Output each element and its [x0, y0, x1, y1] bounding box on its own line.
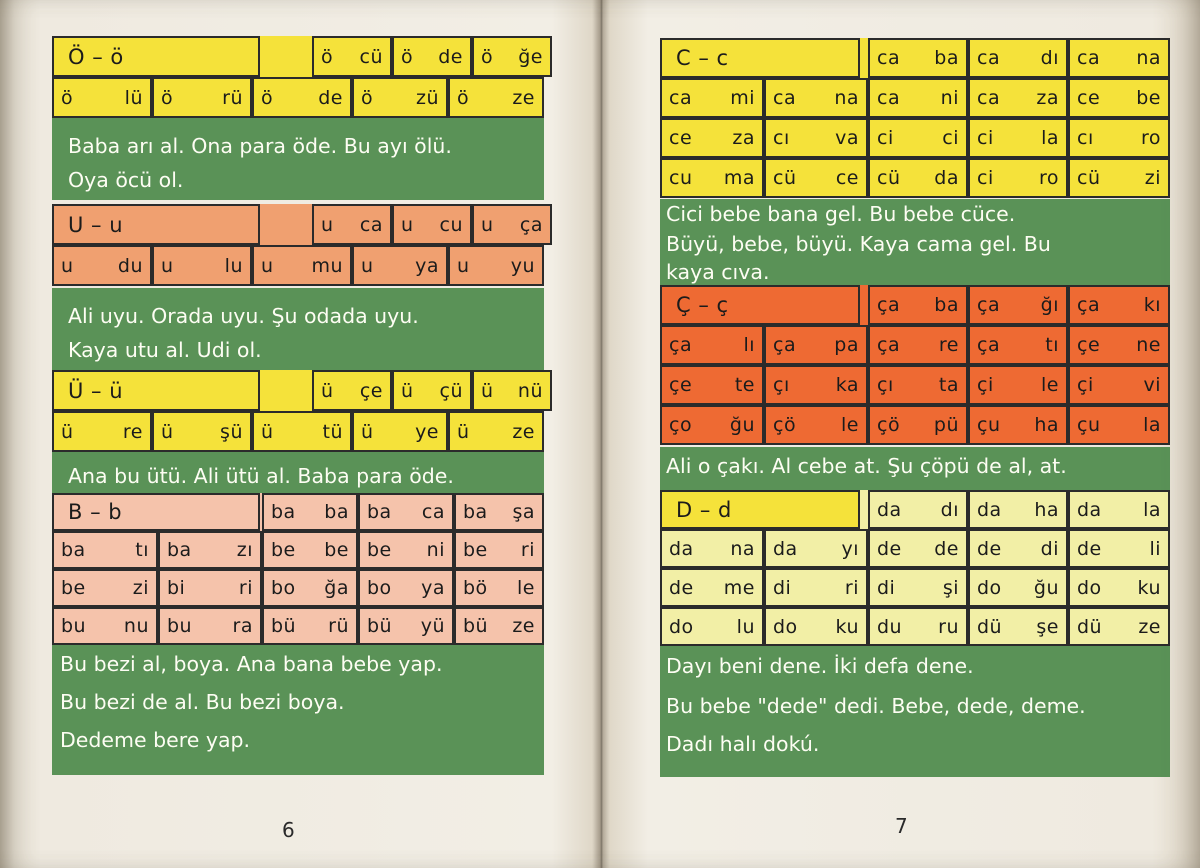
syllable-cell[interactable]: de me [660, 568, 764, 607]
syllable-cell[interactable]: ü şü [152, 411, 252, 452]
syllable-cell[interactable]: ci ro [968, 158, 1068, 198]
syllable-cell[interactable]: du ru [868, 607, 968, 646]
syllable-cell[interactable]: ça tı [968, 325, 1068, 365]
table-row [660, 405, 1170, 445]
syllable-cell[interactable]: do lu [660, 607, 764, 646]
syllable-cell[interactable]: ü çe [312, 370, 392, 411]
syllable-cell[interactable]: bü rü [262, 607, 358, 645]
syllable-cell[interactable]: de de [868, 529, 968, 568]
syllable-cell[interactable]: ca za [968, 78, 1068, 118]
syllable-cell[interactable]: cu ma [660, 158, 764, 198]
syllable-cell[interactable]: ba şa [454, 493, 544, 531]
syllable-cell[interactable]: çö pü [868, 405, 968, 445]
syllable-cell[interactable]: da la [1068, 490, 1170, 529]
syllable-cell[interactable]: çö le [764, 405, 868, 445]
sentence-line: Bu bezi al, boya. Ana bana bebe yap. [60, 652, 443, 676]
syllable-cell[interactable]: ça re [868, 325, 968, 365]
spacer-cell [260, 370, 312, 411]
sentence-line: Dayı beni dene. İki defa dene. [666, 654, 974, 678]
syllable-cell[interactable]: da ha [968, 490, 1068, 529]
table-row [52, 370, 552, 411]
syllable-cell[interactable]: do ku [1068, 568, 1170, 607]
table-row [660, 325, 1170, 365]
syllable-cell[interactable]: çi vi [1068, 365, 1170, 405]
table-row [52, 569, 544, 607]
section-header-cell[interactable]: Ç – ç [660, 285, 860, 325]
syllable-cell[interactable]: bü yü [358, 607, 454, 645]
syllable-cell[interactable]: çi le [968, 365, 1068, 405]
syllable-cell[interactable]: ö rü [152, 77, 252, 118]
table-row [52, 36, 552, 77]
sentence-line: Kaya utu al. Udi ol. [68, 338, 262, 362]
syllable-cell[interactable]: ö de [252, 77, 352, 118]
syllable-cell[interactable]: bo ya [358, 569, 454, 607]
syllable-cell[interactable]: ba zı [158, 531, 262, 569]
syllable-cell[interactable]: ü tü [252, 411, 352, 452]
syllable-cell[interactable]: çu la [1068, 405, 1170, 445]
spacer-cell [260, 36, 312, 77]
table-row [52, 493, 544, 531]
section-header-cell[interactable]: Ü – ü [52, 370, 260, 411]
syllable-cell[interactable]: be be [262, 531, 358, 569]
syllable-cell[interactable]: ü re [52, 411, 152, 452]
syllable-cell[interactable]: ca na [1068, 38, 1170, 78]
syllable-cell[interactable]: di şi [868, 568, 968, 607]
table-row [660, 365, 1170, 405]
syllable-cell[interactable]: ö ğe [472, 36, 552, 77]
syllable-cell[interactable]: ça ba [868, 285, 968, 325]
sentence-line: Bu bezi de al. Bu bezi boya. [60, 690, 345, 714]
table-row [660, 285, 1170, 325]
syllable-cell[interactable]: de di [968, 529, 1068, 568]
syllable-cell[interactable]: bo ğa [262, 569, 358, 607]
table-row [52, 77, 552, 118]
sentence-line: Dadı halı dokú. [666, 732, 820, 756]
section-header-cell[interactable]: U – u [52, 204, 260, 245]
spacer-cell [860, 285, 868, 325]
syllable-cell[interactable]: ö zü [352, 77, 448, 118]
syllable-cell[interactable]: u lu [152, 245, 252, 286]
section-u-grid [52, 204, 552, 286]
syllable-cell[interactable]: di ri [764, 568, 868, 607]
syllable-cell[interactable]: cı ro [1068, 118, 1170, 158]
sentence-line: Büyü, bebe, büyü. Kaya cama gel. Bu [666, 232, 1051, 256]
sentence-line: Cici bebe bana gel. Bu bebe cüce. [666, 202, 1016, 226]
section-header-cell[interactable]: D – d [660, 490, 860, 529]
syllable-cell[interactable]: ce za [660, 118, 764, 158]
section-header-cell[interactable]: Ö – ö [52, 36, 260, 77]
table-row [660, 78, 1170, 118]
section-c-cedilla-grid [660, 285, 1170, 445]
syllable-cell[interactable]: ca na [764, 78, 868, 118]
table-row [660, 529, 1170, 568]
syllable-cell[interactable]: çı ka [764, 365, 868, 405]
syllable-cell[interactable]: be ri [454, 531, 544, 569]
syllable-cell[interactable]: cü ce [764, 158, 868, 198]
sentence-line: Dedeme bere yap. [60, 728, 251, 752]
syllable-cell[interactable]: be ni [358, 531, 454, 569]
syllable-cell[interactable]: bi ri [158, 569, 262, 607]
syllable-cell[interactable]: bu nu [52, 607, 158, 645]
syllable-cell[interactable]: ö cü [312, 36, 392, 77]
syllable-cell[interactable]: ü nü [472, 370, 552, 411]
syllable-cell[interactable]: ça ğı [968, 285, 1068, 325]
syllable-cell[interactable]: ö ze [448, 77, 544, 118]
spacer-cell [860, 38, 868, 78]
syllable-cell[interactable]: ü ze [448, 411, 544, 452]
syllable-cell[interactable]: ca dı [968, 38, 1068, 78]
syllable-cell[interactable]: çı ta [868, 365, 968, 405]
table-row [52, 204, 552, 245]
syllable-cell[interactable]: ü çü [392, 370, 472, 411]
syllable-cell[interactable]: u mu [252, 245, 352, 286]
syllable-cell[interactable]: cü da [868, 158, 968, 198]
syllable-cell[interactable]: u ça [472, 204, 552, 245]
table-row [52, 607, 544, 645]
sentence-line: Baba arı al. Ona para öde. Bu ayı ölü. [68, 134, 452, 158]
syllable-cell[interactable]: çu ha [968, 405, 1068, 445]
section-b-grid [52, 493, 544, 645]
syllable-cell[interactable]: do ku [764, 607, 868, 646]
syllable-cell[interactable]: ba ba [262, 493, 358, 531]
syllable-cell[interactable]: u ca [312, 204, 392, 245]
syllable-cell[interactable]: u ya [352, 245, 448, 286]
syllable-cell[interactable]: bö le [454, 569, 544, 607]
syllable-cell[interactable]: u yu [448, 245, 544, 286]
syllable-cell[interactable]: de li [1068, 529, 1170, 568]
spacer-cell [260, 204, 312, 245]
syllable-cell[interactable]: ço ğu [660, 405, 764, 445]
page-number-left: 6 [282, 818, 295, 842]
syllable-cell[interactable]: dü şe [968, 607, 1068, 646]
syllable-cell[interactable]: ça kı [1068, 285, 1170, 325]
table-row [52, 531, 544, 569]
table-row [660, 607, 1170, 646]
syllable-cell[interactable]: ca ba [868, 38, 968, 78]
table-row [660, 158, 1170, 198]
sentence-line: Oya öcü ol. [68, 168, 184, 192]
syllable-cell[interactable]: bu ra [158, 607, 262, 645]
table-row [52, 245, 552, 286]
sentence-line: Bu bebe "dede" dedi. Bebe, dede, deme. [666, 694, 1086, 718]
section-d-grid [660, 490, 1170, 646]
syllable-cell[interactable]: be zi [52, 569, 158, 607]
table-row [52, 411, 552, 452]
syllable-cell[interactable]: ba tı [52, 531, 158, 569]
section-u-umlaut-grid [52, 370, 552, 452]
syllable-cell[interactable]: ci la [968, 118, 1068, 158]
syllable-cell[interactable]: cı va [764, 118, 868, 158]
page-number-right: 7 [895, 814, 908, 838]
section-header-cell[interactable]: B – b [52, 493, 260, 531]
syllable-cell[interactable]: ca ni [868, 78, 968, 118]
sentence-line: Ana bu ütü. Ali ütü al. Baba para öde. [68, 464, 454, 488]
syllable-cell[interactable]: ba ca [358, 493, 454, 531]
syllable-cell[interactable]: çe te [660, 365, 764, 405]
syllable-cell[interactable]: çe ne [1068, 325, 1170, 365]
syllable-cell[interactable]: u cu [392, 204, 472, 245]
syllable-cell[interactable]: da na [660, 529, 764, 568]
sentence-line: Ali uyu. Orada uyu. Şu odada uyu. [68, 304, 419, 328]
syllable-cell[interactable]: ce be [1068, 78, 1170, 118]
section-o-umlaut-grid [52, 36, 552, 118]
syllable-cell[interactable]: cü zi [1068, 158, 1170, 198]
syllable-cell[interactable]: bü ze [454, 607, 544, 645]
table-row [660, 568, 1170, 607]
syllable-cell[interactable]: u du [52, 245, 152, 286]
syllable-cell[interactable]: do ğu [968, 568, 1068, 607]
section-c-grid [660, 38, 1170, 198]
spacer-cell [860, 490, 868, 529]
syllable-cell[interactable]: ci ci [868, 118, 968, 158]
section-header-cell[interactable]: C – c [660, 38, 860, 78]
syllable-cell[interactable]: ça lı [660, 325, 764, 365]
sentence-line: kaya cıva. [666, 260, 770, 284]
sentence-line: Ali o çakı. Al cebe at. Şu çöpü de al, at. [666, 454, 1067, 478]
syllable-cell[interactable]: ö de [392, 36, 472, 77]
table-row [660, 38, 1170, 78]
right-page [600, 0, 1200, 868]
syllable-cell[interactable]: ü ye [352, 411, 448, 452]
syllable-cell[interactable]: ça pa [764, 325, 868, 365]
syllable-cell[interactable]: da yı [764, 529, 868, 568]
table-row [660, 118, 1170, 158]
syllable-cell[interactable]: ca mi [660, 78, 764, 118]
syllable-cell[interactable]: ö lü [52, 77, 152, 118]
syllable-cell[interactable]: dü ze [1068, 607, 1170, 646]
syllable-cell[interactable]: da dı [868, 490, 968, 529]
table-row [660, 490, 1170, 529]
